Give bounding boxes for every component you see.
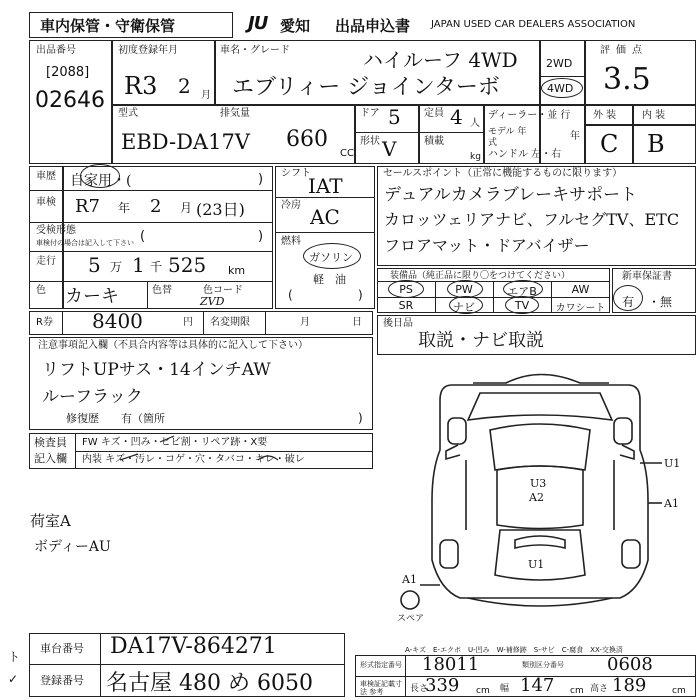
history-close: ) bbox=[258, 172, 264, 187]
height-value: 189 bbox=[612, 675, 647, 696]
first-reg-era: R3 bbox=[124, 72, 158, 100]
plate-label: 登録番号 bbox=[40, 674, 84, 687]
damage-legend: A-キズ E-エクボ U-凹み W-補修跡 S-サビ C-腐食 XX-交換済 bbox=[405, 646, 623, 654]
sales-point-3: フロアマット・ドアバイザー bbox=[384, 236, 590, 255]
accessories-label: 後日品 bbox=[383, 318, 413, 329]
storage-label: 車内保管・守衛保管 bbox=[40, 17, 176, 35]
first-reg-label: 初度登録年月 bbox=[118, 45, 178, 56]
drive-4wd: 4WD bbox=[547, 82, 574, 95]
length-label: 長さ bbox=[410, 684, 429, 694]
notes-line-2: ルーフラック bbox=[42, 387, 143, 407]
car-grade: ハイルーフ 4WD bbox=[363, 48, 518, 72]
inspector-note-1: 荷室A bbox=[30, 512, 71, 530]
model-year-label: モデル 年式 bbox=[488, 127, 527, 148]
fuel-close: ) bbox=[358, 288, 363, 302]
repair-history-label: 修復歴 有（箇所 bbox=[66, 412, 165, 425]
displacement-unit: CC bbox=[340, 148, 354, 159]
width-label: 幅 bbox=[500, 684, 510, 694]
inspector-note-2: ボディーAU bbox=[34, 539, 111, 555]
ju-logo: JU bbox=[248, 13, 268, 34]
color-code: ZVD bbox=[200, 295, 225, 308]
mark-a1-bottom: A1 bbox=[402, 573, 417, 586]
repair-history-close: ) bbox=[358, 411, 363, 425]
exterior-label: 外 装 bbox=[593, 110, 617, 121]
color-code-label: 色コード bbox=[203, 285, 243, 296]
recycle-unit: 円 bbox=[183, 317, 193, 328]
form-title: 出品申込書 bbox=[335, 17, 411, 35]
shift-value: IAT bbox=[308, 174, 343, 198]
warranty-no: ・無 bbox=[648, 295, 673, 309]
width-unit: cm bbox=[570, 686, 584, 696]
chassis-value: DA17V-864271 bbox=[110, 634, 277, 659]
plate-value: 名古屋 480 め 6050 bbox=[106, 671, 313, 696]
inspector-interior-row: 内装 キズ・汚レ・コゲ・穴・タバコ・キレ・破レ bbox=[82, 454, 305, 465]
displacement-label: 排気量 bbox=[220, 108, 250, 119]
aircon-value: AC bbox=[310, 205, 340, 229]
score-value: 3.5 bbox=[603, 62, 651, 97]
type-spec-label-1: 形式指定番号 bbox=[360, 661, 402, 669]
length-unit: cm bbox=[476, 686, 490, 696]
model-year-unit: 年 bbox=[570, 131, 580, 142]
type-spec-label-2: 類別区分番号 bbox=[522, 661, 564, 669]
recycle-label: R券 bbox=[36, 317, 53, 328]
sales-point-2: カロッツェリアナビ、フルセグTV、ETC bbox=[384, 210, 680, 229]
mileage-man: 5 bbox=[88, 253, 101, 277]
margin-mark-top: ト bbox=[8, 650, 21, 664]
inspection-era: R7 bbox=[75, 196, 101, 217]
warranty-label: 新車保証書 bbox=[622, 271, 672, 282]
mileage-label: 走行 bbox=[36, 256, 56, 267]
capacity-unit: 人 bbox=[470, 118, 480, 129]
dealer-import-label: ディーラー・並 行 bbox=[488, 110, 571, 121]
mileage-rest: 525 bbox=[168, 253, 207, 277]
equip-pw: PW bbox=[455, 283, 473, 296]
equipment-label: 装備品（純正品に限り〇をつけてください） bbox=[390, 271, 571, 281]
lot-number: 02646 bbox=[35, 88, 105, 113]
inspection-year-unit: 年 bbox=[118, 201, 131, 215]
type-spec-value-2: 0608 bbox=[607, 654, 653, 675]
fuel-diesel: 軽 油 bbox=[313, 273, 346, 286]
score-label: 評価点 bbox=[600, 45, 648, 56]
inspector-label-2: 記入欄 bbox=[34, 452, 67, 465]
capacity-label: 定員 bbox=[424, 108, 444, 119]
acceptance-open: ( bbox=[140, 229, 146, 244]
inspector-fw-row: FW キズ・凹み・ヒビ割・リペア跡・X要 bbox=[82, 437, 268, 448]
shape-value: V bbox=[382, 137, 397, 161]
notes-line-1: リフトUPサス・14インチAW bbox=[42, 360, 271, 380]
doors-value: 5 bbox=[388, 105, 401, 129]
interior-label: 内 装 bbox=[642, 110, 666, 121]
first-reg-month: 2 bbox=[178, 74, 191, 98]
equip-navi: ナビ bbox=[453, 301, 475, 314]
model-value: EBD-DA17V bbox=[121, 130, 250, 154]
equip-sr: SR bbox=[398, 299, 414, 312]
mark-u1-right: U1 bbox=[664, 457, 681, 470]
mark-u1-mid: U1 bbox=[528, 558, 545, 571]
mark-u3: U3 bbox=[530, 477, 547, 490]
warranty-yes: 有 bbox=[622, 295, 635, 309]
equip-ps: PS bbox=[399, 283, 413, 296]
equip-leather: カワシート bbox=[555, 303, 606, 314]
fuel-gasoline: ガソリン bbox=[309, 251, 353, 264]
load-label: 積載 bbox=[424, 136, 444, 147]
history-value: 自家用・( bbox=[70, 173, 132, 189]
mileage-unit: km bbox=[228, 264, 246, 277]
chassis-label: 車台番号 bbox=[40, 642, 84, 655]
equip-aw: AW bbox=[571, 283, 590, 296]
color-change-label: 色替 bbox=[152, 285, 172, 296]
shape-label: 形状 bbox=[360, 136, 380, 147]
mark-a1-right: A1 bbox=[664, 497, 679, 510]
lot-label: 出品番号 bbox=[36, 45, 76, 56]
fuel-open: ( bbox=[288, 288, 293, 302]
height-unit: cm bbox=[672, 686, 686, 696]
sales-point-1: デュアルカメラブレーキサポート bbox=[384, 185, 638, 205]
acceptance-note: 車検付の場合は記入して下さい bbox=[36, 239, 134, 247]
mileage-sen-unit: 千 bbox=[150, 260, 163, 274]
margin-mark-check: ✓ bbox=[8, 672, 19, 686]
spare-label: スペア bbox=[397, 614, 425, 624]
aircon-label: 冷房 bbox=[281, 200, 301, 211]
shift-label: シフト bbox=[281, 168, 311, 179]
inspection-label: 車検 bbox=[36, 197, 56, 208]
acceptance-close: ) bbox=[258, 229, 264, 244]
interior-grade: B bbox=[647, 130, 665, 158]
lot-sub-number: [2088] bbox=[46, 65, 90, 80]
width-value: 147 bbox=[520, 675, 555, 696]
name-change-label: 名変期限 bbox=[210, 317, 250, 328]
acceptance-label: 受検形態 bbox=[36, 225, 76, 236]
length-value: 339 bbox=[425, 675, 460, 696]
inspection-day: (23日) bbox=[196, 200, 245, 219]
displacement-value: 660 bbox=[286, 127, 328, 152]
height-label: 高さ bbox=[590, 684, 609, 694]
load-unit: kg bbox=[470, 152, 481, 162]
type-spec-value-1: 18011 bbox=[422, 654, 480, 675]
mileage-sen: 1 bbox=[132, 253, 145, 277]
name-change-day: 日 bbox=[352, 317, 362, 328]
first-reg-month-unit: 月 bbox=[201, 90, 211, 101]
equip-tv: TV bbox=[514, 299, 530, 312]
accessories-value: 取説・ナビ取説 bbox=[418, 330, 544, 351]
org-name: 愛知 bbox=[280, 17, 311, 35]
fuel-label: 燃料 bbox=[281, 236, 301, 247]
equip-airbag: エアB bbox=[507, 285, 537, 298]
association-name: JAPAN USED CAR DEALERS ASSOCIATION bbox=[431, 19, 636, 30]
inspection-month: 2 bbox=[150, 196, 162, 217]
mileage-man-unit: 万 bbox=[110, 260, 123, 274]
sales-points-label: セールスポイント（正常に機能するものに限ります） bbox=[383, 168, 623, 179]
inspection-month-unit: 月 bbox=[180, 201, 193, 215]
recycle-value: 8400 bbox=[92, 309, 143, 333]
name-change-month: 月 bbox=[300, 317, 310, 328]
notes-label: 注意事項記入欄（不具合内容等は具体的に記入して下さい） bbox=[38, 340, 308, 351]
drive-2wd: 2WD bbox=[546, 57, 573, 70]
car-name: エブリィー ジョインターボ bbox=[232, 75, 500, 100]
capacity-value: 4 bbox=[450, 105, 463, 129]
exterior-grade: C bbox=[600, 130, 619, 158]
history-label: 車歴 bbox=[36, 171, 56, 182]
handle-label: ハンドル 左・右 bbox=[488, 149, 562, 160]
dims-ref-label: 車検証記載寸法 参考 bbox=[360, 680, 402, 696]
model-label: 型式 bbox=[118, 108, 138, 119]
color-label: 色 bbox=[36, 285, 46, 296]
inspector-label-1: 検査員 bbox=[34, 436, 67, 449]
color-value: カーキ bbox=[65, 286, 119, 307]
car-name-label: 車名・グレード bbox=[220, 45, 290, 56]
doors-label: ドア bbox=[360, 108, 380, 119]
mark-a2: A2 bbox=[529, 491, 544, 504]
